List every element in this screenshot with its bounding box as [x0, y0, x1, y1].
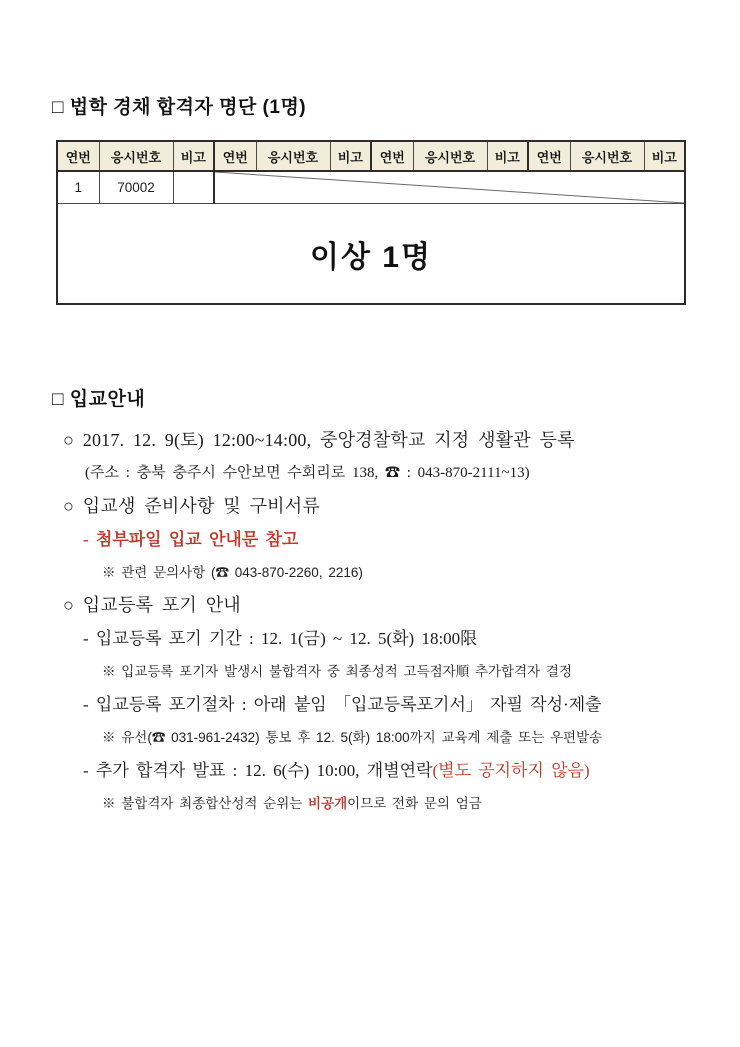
empty-merged-cell — [214, 171, 685, 204]
pass-list-title: □ 법학 경채 합격자 명단 (1명) — [52, 97, 307, 118]
additional-pass-text: - 추가 합격자 발표 : 12. 6(수) 10:00, 개별연락 — [83, 761, 433, 780]
guide-title: □ 입교안내 — [52, 389, 146, 410]
col-header-exam-number: 응시번호 — [256, 141, 330, 171]
table-summary-row — [57, 204, 685, 305]
cell-note — [173, 171, 214, 204]
waiver-rule-line: ※ 입교등록 포기자 발생시 불합격자 중 최종성적 고득점자順 추가합격자 결정 — [102, 664, 572, 679]
waiver-guide-title-line: ○ 입교등록 포기 안내 — [63, 595, 241, 615]
cell-serial: 1 — [57, 171, 99, 204]
additional-pass-announcement-line — [52, 754, 724, 787]
table-header-row — [57, 141, 685, 171]
registration-schedule-line: ○ 2017. 12. 9(토) 12:00~14:00, 중앙경찰학교 지정 생활관 등록 — [63, 430, 575, 450]
diagonal-strike-line — [215, 172, 684, 203]
address-line: (주소 : 충북 충주시 수안보면 수회리로 138, ☎ : 043-870-2111~13) — [85, 465, 530, 481]
score-note-red-word: 비공개 — [308, 796, 348, 811]
pass-list-table — [56, 140, 686, 305]
col-header-exam-number: 응시번호 — [413, 141, 487, 171]
score-private-note-line — [52, 787, 724, 820]
col-header-note: 비고 — [487, 141, 528, 171]
col-header-exam-number: 응시번호 — [570, 141, 644, 171]
col-header-serial: 연번 — [528, 141, 570, 171]
additional-pass-red-note: (별도 공지하지 않음) — [432, 761, 590, 780]
enrollment-guide-section — [52, 384, 724, 820]
col-header-note: 비고 — [330, 141, 371, 171]
table-row — [57, 171, 685, 204]
col-header-exam-number: 응시번호 — [99, 141, 173, 171]
inquiry-contact-line: ※ 관련 문의사항 (☎ 043-870-2260, 2216) — [102, 565, 363, 580]
waiver-submit-line: ※ 유선(☎ 031-961-2432) 통보 후 12. 5(화) 18:00까지 교육계 제출 또는 우편발송 — [102, 730, 603, 745]
score-note-suffix: 이므로 전화 문의 엄금 — [347, 796, 482, 811]
waiver-procedure-line: - 입교등록 포기절차 : 아래 붙임 「입교등록포기서」 자필 작성·제출 — [83, 695, 602, 714]
cell-exam-number: 70002 — [99, 171, 173, 204]
total-count-cell: 이상 1명 — [57, 204, 685, 305]
col-header-serial: 연번 — [57, 141, 99, 171]
col-header-serial: 연번 — [214, 141, 256, 171]
col-header-serial: 연번 — [371, 141, 413, 171]
col-header-note: 비고 — [173, 141, 214, 171]
score-note-prefix: ※ 불합격자 최종합산성적 순위는 — [102, 796, 309, 811]
attachment-reference-line: - 첨부파일 입교 안내문 참고 — [83, 530, 299, 549]
preparation-line: ○ 입교생 준비사항 및 구비서류 — [63, 496, 320, 516]
col-header-note: 비고 — [644, 141, 685, 171]
waiver-period-line: - 입교등록 포기 기간 : 12. 1(금) ~ 12. 5(화) 18:00限 — [83, 629, 478, 648]
